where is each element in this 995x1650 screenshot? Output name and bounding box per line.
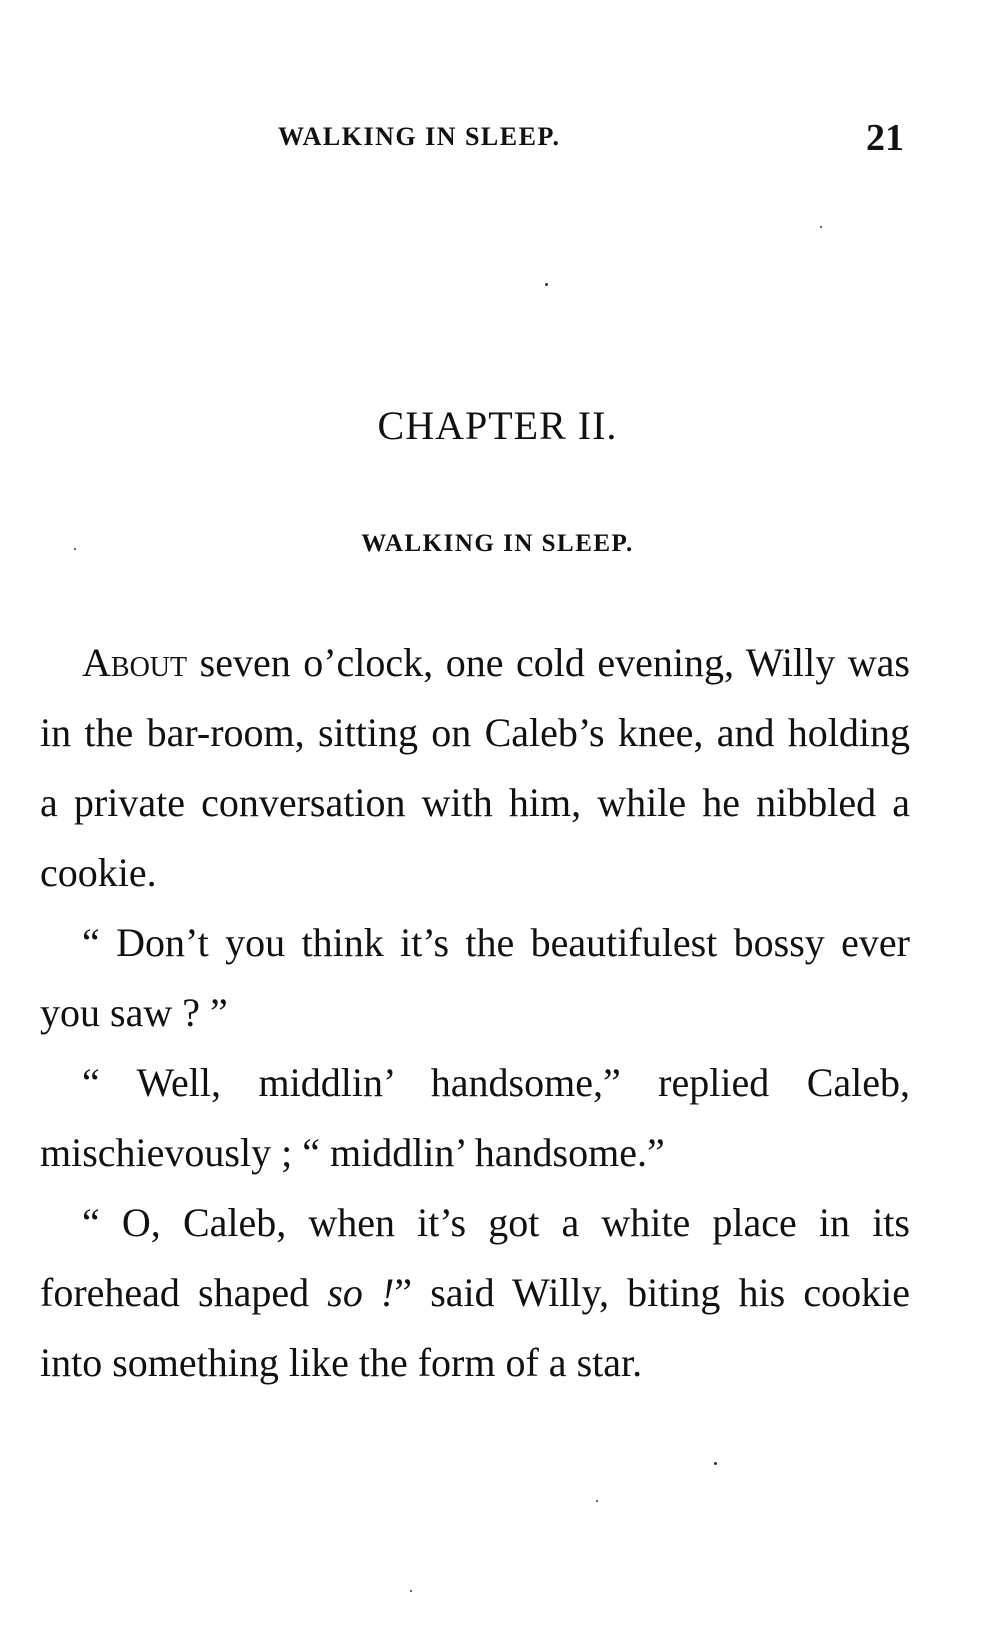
print-speck [714,1462,717,1465]
print-speck [410,1590,412,1592]
running-title: WALKING IN SLEEP. [278,122,561,151]
paragraph-text: “ Don’t you think it’s the beautifulest bossy ever you saw ? ” [40,920,910,1035]
paragraph-text: ” said Willy, biting his cookie into something like the form of a star. [40,1270,910,1385]
paragraph [40,1188,910,1398]
print-speck [596,1500,598,1502]
paragraph [40,1048,910,1188]
chapter-title: CHAPTER II. [377,403,618,448]
paragraph-text: “ O, Caleb, when it’s got a white place in its forehead shaped [40,1200,910,1315]
print-speck [545,283,548,286]
paragraph [40,908,910,1048]
running-head [0,117,995,162]
paragraph-text: seven o’clock, one cold evening, Willy was in the bar-room, sitting on Caleb’s knee, and holding a private conversation with him, while he nibbled a cookie. [40,640,910,895]
paragraph-text: “ Well, middlin’ handsome,” replied Caleb, mischievously ; “ middlin’ handsome.” [40,1060,910,1175]
emphasis: so ! [327,1270,395,1315]
body-text [40,628,910,1398]
paragraph [40,628,910,908]
print-speck [74,548,76,550]
page-number: 21 [866,117,904,159]
chapter-subtitle: WALKING IN SLEEP. [361,530,634,557]
print-speck [820,226,822,228]
lead-word: About [82,640,188,685]
